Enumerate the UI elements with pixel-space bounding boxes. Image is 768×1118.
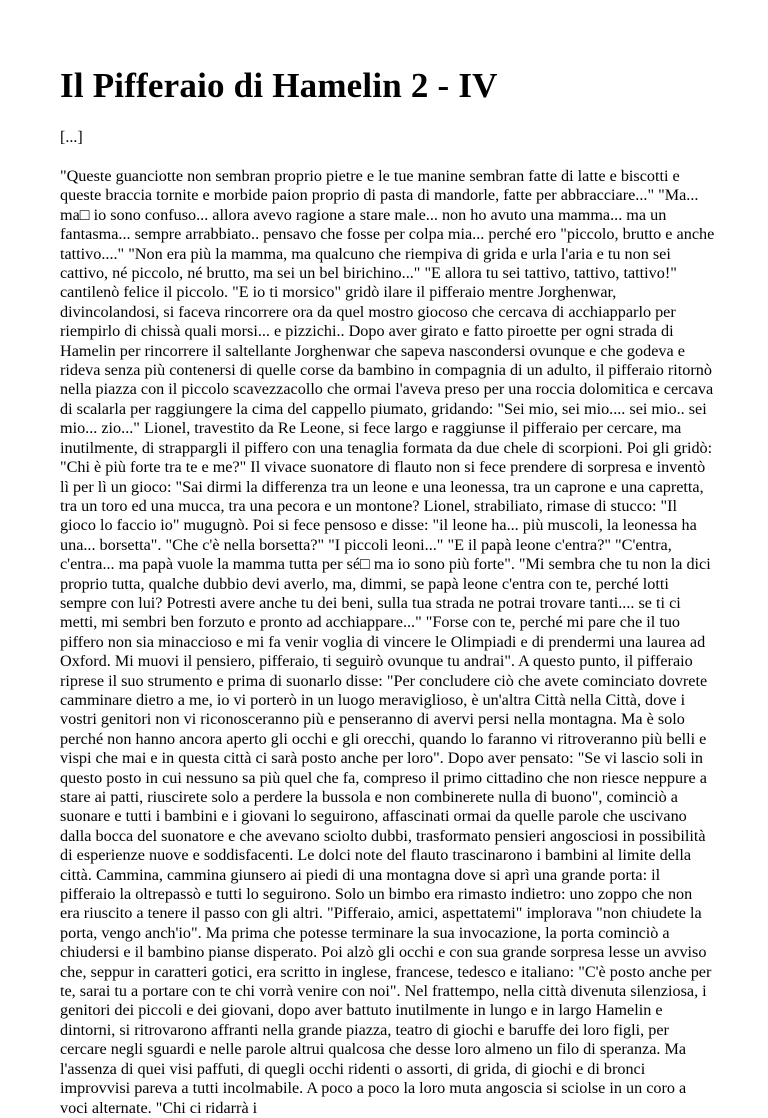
omission-marker: [...] [60, 129, 83, 146]
page-title: Il Pifferaio di Hamelin 2 - IV [60, 66, 498, 105]
story-paragraph: "Queste guanciotte non sembran proprio pietre e le tue manine sembran fatte di latte e biscotti e queste braccia tornite e morbide paion proprio di pasta di mandorle, fatte per abbracciare..." "Ma... ma□ io sono confuso... allora avevo ragione a stare male... non ho avuto una mamma... ma un fantasma... sempre arrabbiato.. pensavo che fosse per colpa mia... perché ero "piccolo, brutto e anche tattivo...." "Non era più la mamma, ma qualcuno che riempiva di grida e urla l'aria e tu non sei cattivo, né piccolo, né brutto, ma sei un bel birichino..." "E allora tu sei tattivo, tattivo, tattivo!" cantilenò felice il piccolo. "E io ti morsico" gridò ilare il pifferaio mentre Jorghenwar, divincolandosi, si faceva rincorrere ora da quel mostro giocoso che cercava di acchiapparlo per riempirlo di chissà quali morsi... e pizzichi.. Dopo aver girato e fatto piroette per ogni strada di Hamelin per rincorrere il saltellante Jorghenwar che sapeva nascondersi ovunque e che godeva e rideva senza più contenersi di quelle corse da bambino in compagnia di un adulto, il pifferaio ritornò nella piazza con il piccolo scavezzacollo che ormai l'aveva preso per una roccia dolomitica e cercava di scalarla per raggiungere la cima del cappello piumato, gridando: "Sei mio, sei mio.... sei mio.. sei mio... zio..." Lionel, travestito da Re Leone, si fece largo e raggiunse il pifferaio per cercare, ma inutilmente, di strappargli il piffero con una tenaglia formata da due chele di scorpioni. Poi gli gridò: "Chi è più forte tra te e me?" Il vivace suonatore di flauto non si fece prendere di sorpresa e inventò lì per lì un gioco: "Sai dirmi la differenza tra un leone e una leonessa, tra un caprone e una capretta, tra un toro ed una mucca, tra una pecora e un montone? Lionel, strabiliato, rimase di stucco: "Il gioco lo faccio io" mugugnò. Poi si fece pensoso e disse: "il leone ha... più muscoli, la leonessa ha una... borsetta". "Che c'è nella borsetta?" "I piccoli leoni..." "E il papà leone c'entra?" "C'entra, c'entra... ma papà vuole la mamma tutta per sé□ ma io sono più forte". "Mi sembra che tu non la dici proprio tutta, qualche dubbio devi averlo, ma, dimmi, se papà leone c'entra con te, perché lotti sempre con lui? Potresti avere anche tu dei beni, sulla tua strada ne potrai trovare tanti.... se ti ci metti, mi sembri ben forzuto e pronto ad acchiappare..." "Forse con te, perché mi pare che il tuo piffero non sia minaccioso e mi fa venir voglia di vincere le Olimpiadi e di prendermi una laurea ad Oxford. Mi muovi il pensiero, pifferaio, ti seguirò ovunque tu andrai". A questo punto, il pifferaio riprese il suo strumento e prima di suonarlo disse: "Per concludere ciò che avete cominciato dovrete camminare dietro a me, io vi porterò in un luogo meraviglioso, è un'altra Città nella Città, dove i vostri genitori non vi riconosceranno più e penseranno di avervi persi nella montagna. Ma è solo perché non hanno ancora aperto gli occhi e gli orecchi, quando lo faranno vi ritroveranno più belli e vispi che mai e in questa città ci sarà posto anche per loro". Dopo aver pensato: "Se vi lascio soli in questo posto in cui nessuno sa più quel che fa, compreso il primo cittadino che non riesce neppure a stare ai patti, riuscirete solo a perdere la bussola e non combinerete nulla di buono", cominciò a suonare e tutti i bambini e i giovani lo seguirono, affascinati ormai da quelle parole che uscivano dalla bocca del suonatore e che avevano sciolto dubbi, trasformato pensieri angosciosi in possibilità di esperienze nuove e soddisfacenti. Le dolci note del flauto trascinarono i bambini al limite della città. Cammina, cammina giunsero ai piedi di una montagna dove si aprì una grande porta: il pifferaio la oltrepassò e tutti lo seguirono. Solo un bimbo era rimasto indietro: uno zoppo che non era riuscito a tenere il passo con gli altri. "Pifferaio, amici, aspettatemi" implorava "non chiudete la porta, vengo anch'io". Ma prima che potesse terminare la sua invocazione, la porta cominciò a chiudersi e il bambino pianse disperato. Poi alzò gli occhi e con sua grande sorpresa lesse un avviso che, seppur in caratteri gotici, era scritto in inglese, francese, tedesco e italiano: "C'è posto anche per te, sarai tu a portare con te chi vorrà venire con noi". Nel frattempo, nella città divenuta silenziosa, i genitori dei piccoli e dei giovani, dopo aver battuto inutilmente in lungo e in largo Hamelin e dintorni, si ritrovarono affranti nella grande piazza, teatro di giochi e baruffe dei loro figli, per cercare negli sguardi e nelle parole altrui qualcosa che desse loro almeno un filo di speranza. Ma l'assenza di quei visi paffuti, di quegli occhi ridenti o assorti, di grida, di giochi e di bronci improvvisi pareva a tutti incolmabile. A poco a poco la loro muta angoscia si sciolse in un coro a voci alternate. "Chi ci ridarrà i [60, 167, 715, 1117]
